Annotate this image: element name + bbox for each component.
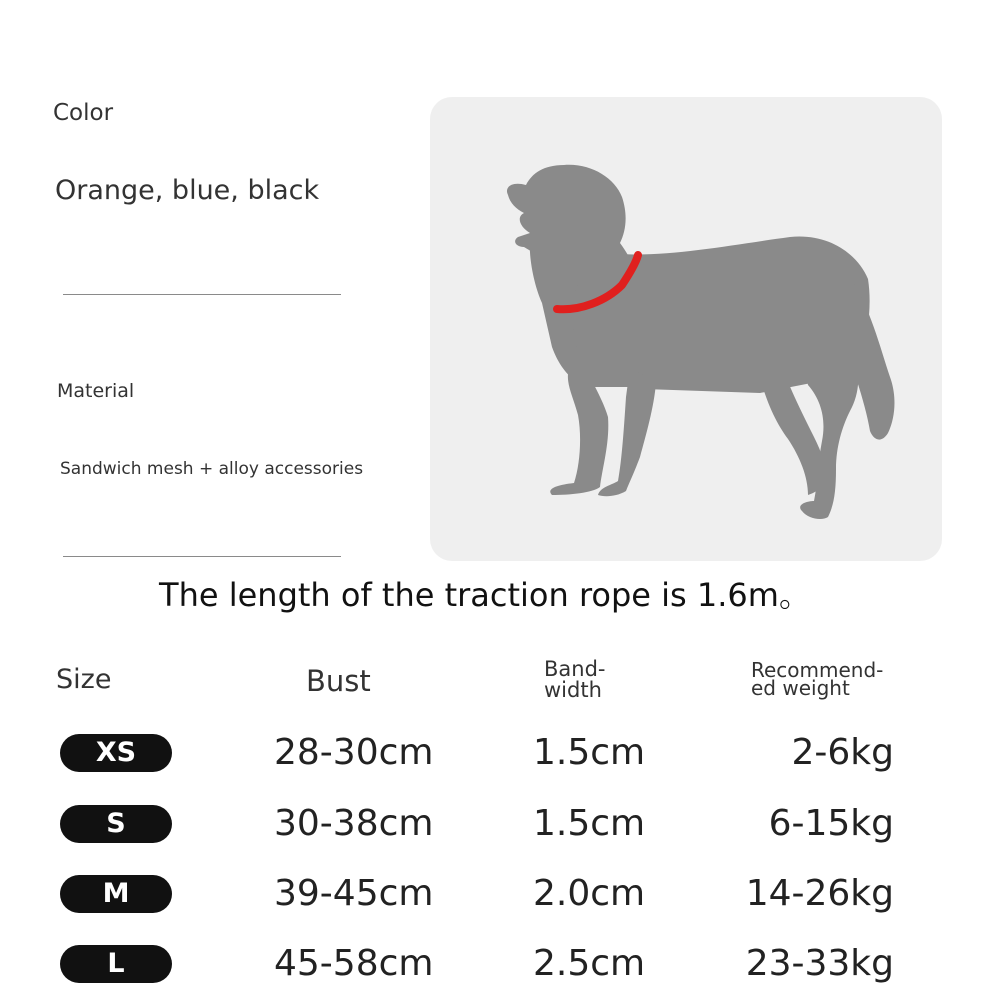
table-row <box>0 939 1000 989</box>
table-row <box>0 869 1000 919</box>
recommended-weight-header <box>751 658 884 700</box>
size-header: Size <box>56 664 112 695</box>
material-value: Sandwich mesh + alloy accessories <box>60 459 364 479</box>
weight-value: 2-6kg <box>791 732 894 773</box>
weight-value: 23-33kg <box>745 943 894 984</box>
bandwidth-value: 2.5cm <box>533 943 646 984</box>
dog-silhouette-icon <box>430 97 942 561</box>
material-label: Material <box>57 380 135 402</box>
weight-value: 6-15kg <box>768 803 894 844</box>
size-badge: XS <box>60 734 172 772</box>
table-row <box>0 799 1000 849</box>
divider <box>63 556 341 557</box>
bandwidth-header-line2: width <box>544 678 602 702</box>
bust-value: 30-38cm <box>274 803 434 844</box>
divider <box>63 294 341 295</box>
bust-value: 45-58cm <box>274 943 434 984</box>
bust-header: Bust <box>306 664 371 698</box>
size-badge: L <box>60 945 172 983</box>
bust-value: 39-45cm <box>274 873 434 914</box>
traction-rope-note: The length of the traction rope is 1.6m。 <box>159 576 811 614</box>
product-image-panel <box>430 97 942 561</box>
color-label: Color <box>53 100 114 126</box>
bandwidth-header-line1: Band- <box>544 657 606 681</box>
bandwidth-value: 1.5cm <box>533 803 646 844</box>
size-badge: S <box>60 805 172 843</box>
bandwidth-value: 2.0cm <box>533 873 646 914</box>
size-badge: M <box>60 875 172 913</box>
bust-value: 28-30cm <box>274 732 434 773</box>
bandwidth-header <box>544 659 606 701</box>
weight-value: 14-26kg <box>745 873 894 914</box>
bandwidth-value: 1.5cm <box>533 732 646 773</box>
recommended-weight-header-line1: Recommend- <box>751 658 884 682</box>
color-value: Orange, blue, black <box>55 175 320 206</box>
recommended-weight-header-line2: ed weight <box>751 676 850 700</box>
table-row <box>0 728 1000 778</box>
